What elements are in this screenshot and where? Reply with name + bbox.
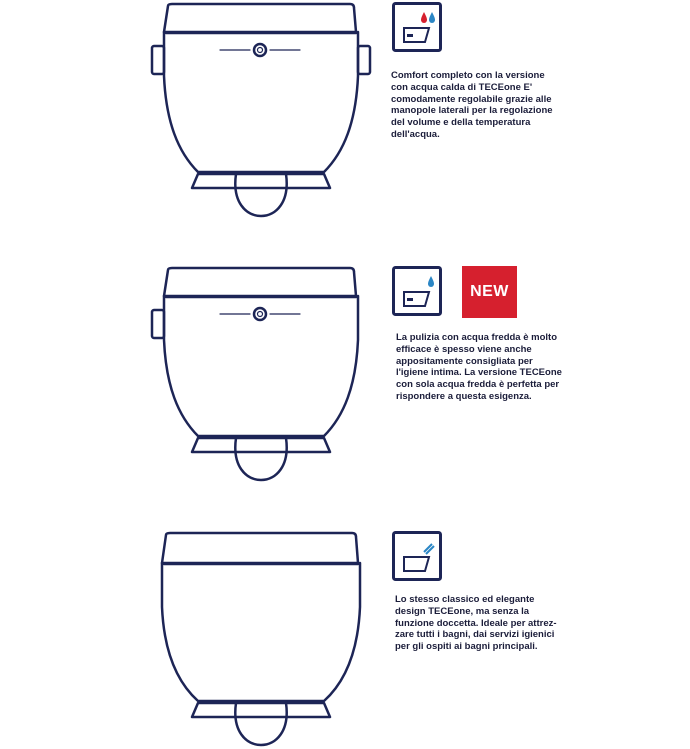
hot-and-cold-water-shower-icon xyxy=(392,2,442,52)
shower-toilet-cold-water-drawing xyxy=(148,266,373,484)
cold-water-shower-icon xyxy=(392,266,442,316)
shower-toilet-hot-water-drawing xyxy=(148,2,373,220)
no-shower-icon xyxy=(392,531,442,581)
variant-description: La pulizia con acqua fredda è molto efficace è spesso viene anche appositamente consigliata per l'igiene intima. La versione TECEone con sola acqua fredda è perfetta per rispondere a questa esigenza. xyxy=(396,332,562,402)
variant-description: Comfort completo con la versione con acqua calda di TECEone E' comodamente regolabile grazie alle manopole laterali per la regolazione del volume e della temperatura dell'acqua. xyxy=(391,70,553,140)
new-badge: NEW xyxy=(462,266,517,318)
variant-description: Lo stesso classico ed elegante design TECEone, ma senza la funzione doccetta. Ideale per attrez- zare tutti i bagni, dai servizi igienici per gli ospiti ai bagni principali. xyxy=(395,594,557,653)
classic-toilet-drawing xyxy=(148,531,373,749)
